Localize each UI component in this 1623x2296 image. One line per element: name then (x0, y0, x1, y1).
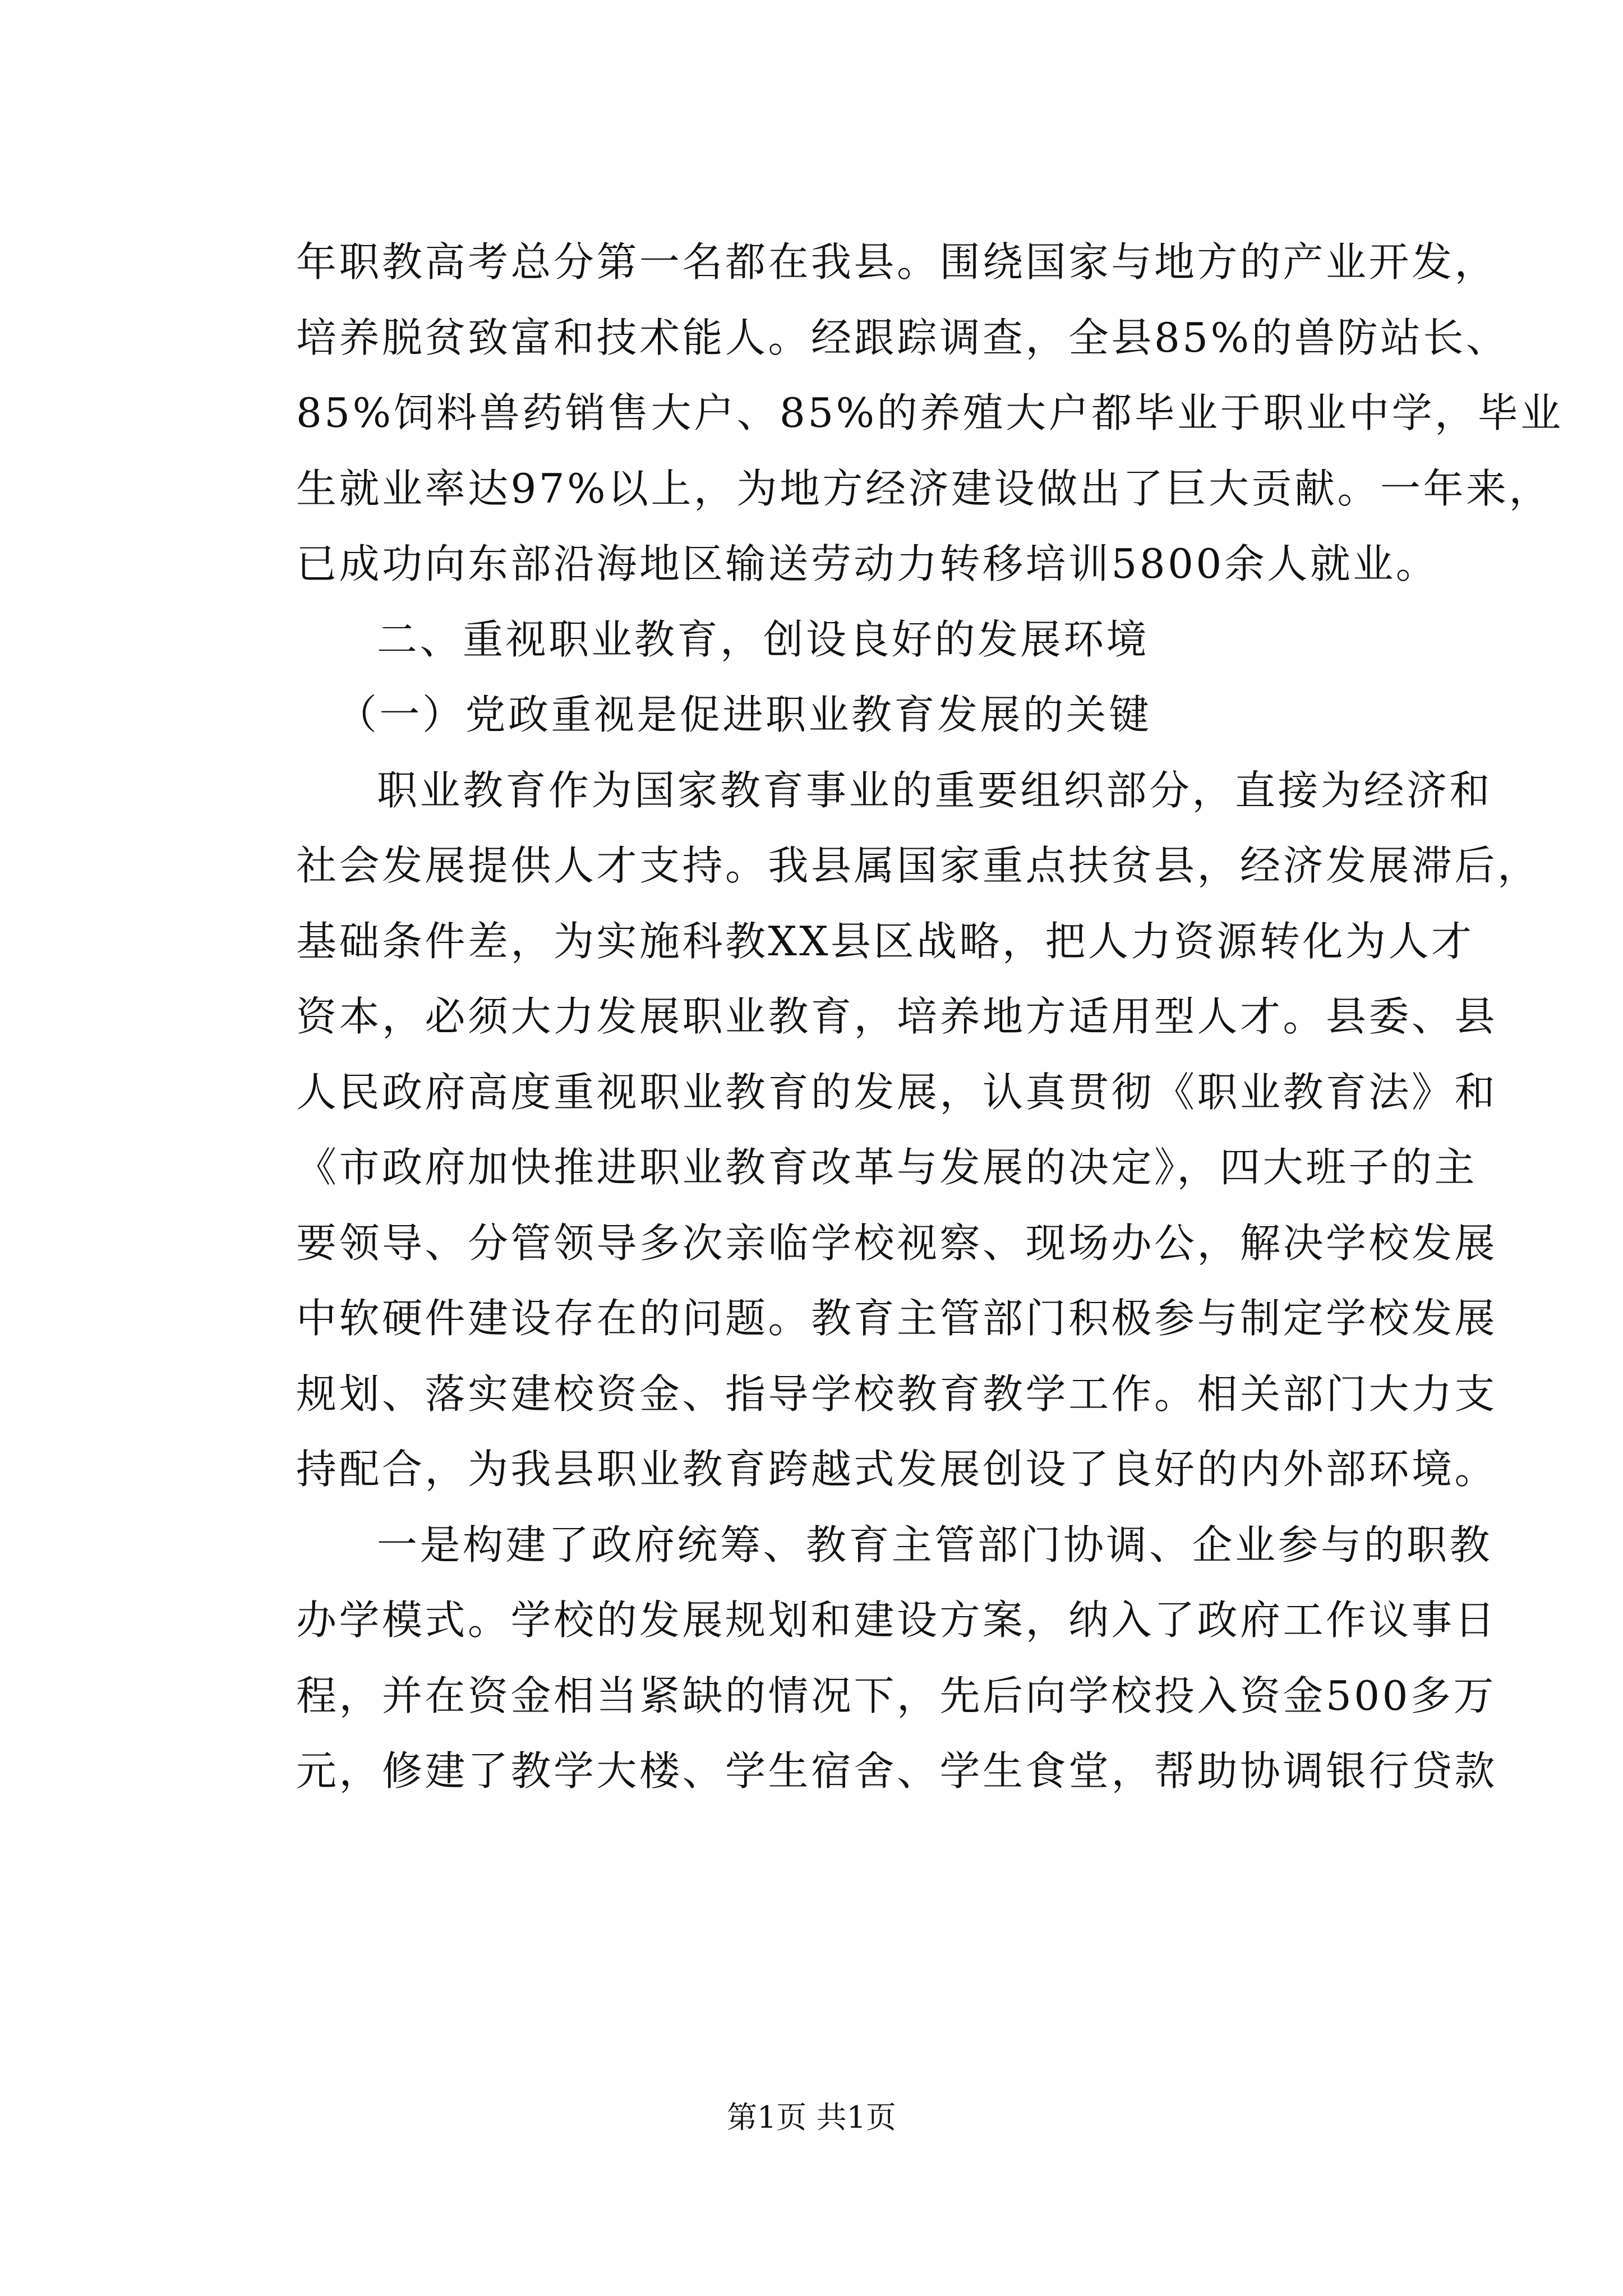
body-line: 人民政府高度重视职业教育的发展，认真贯彻《职业教育法》和 (296, 1068, 1498, 1116)
body-line: 培养脱贫致富和技术能人。经跟踪调查，全县85%的兽防站长、 (296, 314, 1509, 361)
body-line: 已成功向东部沿海地区输送劳动力转移培训5800余人就业。 (296, 540, 1439, 587)
page-number-label: 第1页 共1页 (727, 2100, 896, 2135)
body-line: 规划、落实建校资金、指导学校教育教学工作。相关部门大力支 (296, 1370, 1498, 1418)
body-line: 办学模式。学校的发展规划和建设方案，纳入了政府工作议事日 (296, 1596, 1498, 1644)
document-body (296, 224, 1564, 1809)
body-line: 元，修建了教学大楼、学生宿舍、学生食堂，帮助协调银行贷款 (296, 1747, 1498, 1795)
body-line: 基础条件差，为实施科教XX县区战略，把人力资源转化为人才 (296, 917, 1474, 965)
paragraph-first-line: 职业教育作为国家教育事业的重要组织部分，直接为经济和 (377, 766, 1493, 814)
body-line: 85%饲料兽药销售大户、85%的养殖大户都毕业于职业中学，毕业 (296, 389, 1564, 436)
page-footer (0, 2098, 1623, 2137)
body-line: 中软硬件建设存在的问题。教育主管部门积极参与制定学校发展 (296, 1295, 1498, 1342)
body-line: 资本，必须大力发展职业教育，培养地方适用型人才。县委、县 (296, 993, 1498, 1040)
body-line: 要领导、分管领导多次亲临学校视察、现场办公，解决学校发展 (296, 1219, 1498, 1267)
body-line: 生就业率达97%以上，为地方经济建设做出了巨大贡献。一年来， (296, 464, 1552, 512)
body-line: 《市政府加快推进职业教育改革与发展的决定》，四大班子的主 (296, 1144, 1478, 1191)
body-line: 年职教高考总分第一名都在我县。围绕国家与地方的产业开发， (296, 238, 1498, 286)
body-line: 持配合，为我县职业教育跨越式发展创设了良好的内外部环境。 (296, 1446, 1498, 1493)
body-line: 社会发展提供人才支持。我县属国家重点扶贫县，经济发展滞后， (296, 842, 1541, 889)
paragraph-first-line: 一是构建了政府统筹、教育主管部门协调、企业参与的职教 (377, 1521, 1493, 1568)
subsection-heading: （一）党政重视是促进职业教育发展的关键 (336, 691, 1152, 738)
body-line: 程，并在资金相当紧缺的情况下，先后向学校投入资金500多万 (296, 1672, 1496, 1719)
section-heading: 二、重视职业教育，创设良好的发展环境 (377, 615, 1150, 663)
